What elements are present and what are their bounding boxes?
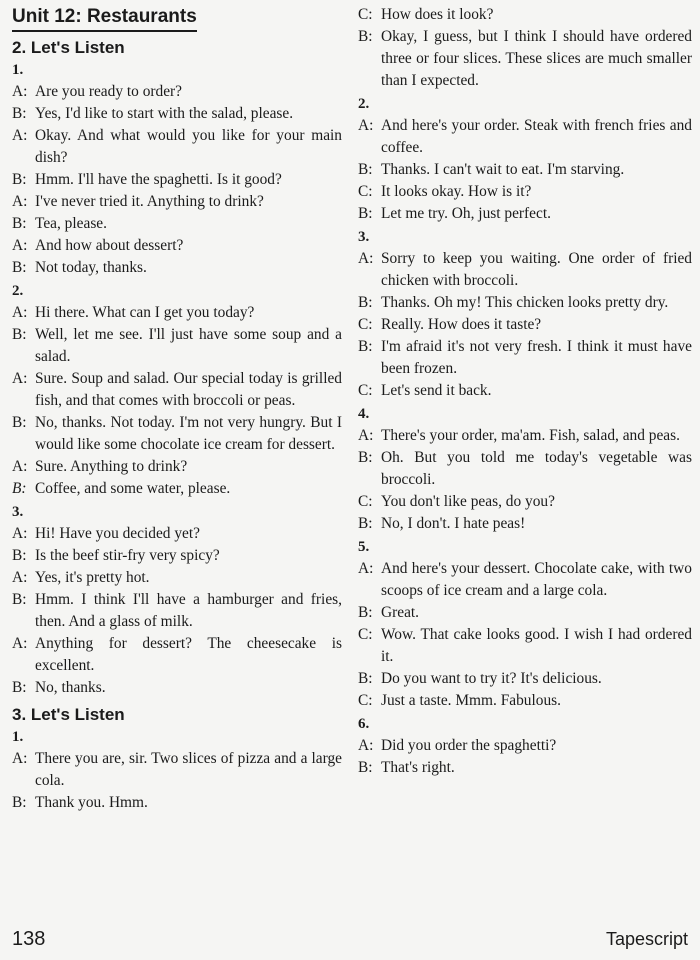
speaker-label: A: — [12, 750, 28, 767]
dialogue-line — [12, 324, 342, 368]
line-text: Yes, it's pretty hot. — [35, 569, 150, 586]
dialogue-line — [12, 368, 342, 412]
line-text: Wow. That cake looks good. I wish I had ordered it. — [381, 626, 692, 665]
speaker-label: B: — [12, 679, 27, 696]
line-text: Okay, I guess, but I think I should have ordered three or four slices. These slices are much smaller than I expected. — [381, 28, 692, 89]
dialogue — [358, 714, 692, 779]
dialogue-line — [358, 757, 692, 779]
speaker-label: A: — [12, 127, 28, 144]
line-text: How does it look? — [381, 6, 494, 23]
line-text: Sure. Soup and salad. Our special today is grilled fish, and that comes with broccoli or peas. — [35, 370, 342, 409]
dialogue-line — [12, 456, 342, 478]
speaker-label: B: — [358, 205, 373, 222]
line-text: No, thanks. Not today. I'm not very hungry. But I would like some chocolate ice cream for dessert. — [35, 414, 342, 453]
speaker-label: B: — [12, 171, 27, 188]
line-text: Hi there. What can I get you today? — [35, 304, 255, 321]
dialogue-line — [358, 491, 692, 513]
dialogue — [358, 404, 692, 535]
line-text: Just a taste. Mmm. Fabulous. — [381, 692, 561, 709]
line-text: Is the beef stir-fry very spicy? — [35, 547, 220, 564]
line-text: Okay. And what would you like for your main dish? — [35, 127, 342, 166]
speaker-label: C: — [358, 382, 373, 399]
line-text: Well, let me see. I'll just have some soup and a salad. — [35, 326, 342, 365]
dialogue-line — [358, 26, 692, 92]
line-text: Hi! Have you decided yet? — [35, 525, 200, 542]
line-text: Thanks. Oh my! This chicken looks pretty dry. — [381, 294, 669, 311]
dialogue-line — [12, 257, 342, 279]
speaker-label: A: — [12, 458, 28, 475]
dialogue-line — [12, 748, 342, 792]
dialogue-line — [358, 735, 692, 757]
speaker-label: B: — [358, 28, 373, 45]
dialogue — [358, 94, 692, 225]
dialogue — [358, 537, 692, 712]
speaker-label: B: — [12, 259, 27, 276]
dialogue-line — [358, 314, 692, 336]
speaker-label: A: — [12, 237, 28, 254]
line-text: Did you order the spaghetti? — [381, 737, 557, 754]
speaker-label: A: — [358, 560, 374, 577]
line-text: Thanks. I can't wait to eat. I'm starving. — [381, 161, 625, 178]
dialogue-line — [12, 677, 342, 699]
speaker-label: C: — [358, 6, 373, 23]
dialogue-line — [12, 125, 342, 169]
dialogue-line — [12, 412, 342, 456]
speaker-label: A: — [358, 427, 374, 444]
line-text: Tea, please. — [35, 215, 107, 232]
speaker-label: A: — [12, 370, 28, 387]
dialogue-line — [358, 181, 692, 203]
dialogue-line — [358, 668, 692, 690]
dialogue-line — [12, 191, 342, 213]
dialogue-number: 5. — [358, 539, 370, 555]
speaker-label: B: — [12, 326, 27, 343]
dialogue-line — [12, 478, 342, 500]
right-column — [358, 4, 692, 779]
dialogue-line — [358, 203, 692, 225]
speaker-label: A: — [12, 569, 28, 586]
dialogue-line — [12, 213, 342, 235]
line-text: There's your order, ma'am. Fish, salad, and peas. — [381, 427, 680, 444]
speaker-label: A: — [12, 304, 28, 321]
line-text: There you are, sir. Two slices of pizza and a large cola. — [35, 750, 342, 789]
speaker-label: B: — [12, 547, 27, 564]
dialogue-line — [358, 558, 692, 602]
line-text: And here's your dessert. Chocolate cake, with two scoops of ice cream and a large cola. — [381, 560, 692, 599]
line-text: No, thanks. — [35, 679, 106, 696]
dialogue — [12, 60, 342, 279]
dialogue-line — [358, 447, 692, 491]
section-3-dialogues — [12, 727, 342, 814]
line-text: Really. How does it taste? — [381, 316, 542, 333]
dialogue-line — [358, 624, 692, 668]
dialogue-line — [12, 81, 342, 103]
speaker-label: A: — [358, 737, 374, 754]
dialogue-line — [12, 633, 342, 677]
dialogue-line — [12, 792, 342, 814]
speaker-label: B: — [12, 414, 27, 431]
line-text: Oh. But you told me today's vegetable was broccoli. — [381, 449, 692, 488]
dialogue-line — [358, 292, 692, 314]
line-text: Not today, thanks. — [35, 259, 147, 276]
speaker-label: A: — [358, 117, 374, 134]
line-text: Let me try. Oh, just perfect. — [381, 205, 551, 222]
line-text: And here's your order. Steak with french fries and coffee. — [381, 117, 692, 156]
dialogue-line — [12, 567, 342, 589]
dialogue-line — [12, 523, 342, 545]
speaker-label: C: — [358, 626, 373, 643]
dialogue-line — [12, 589, 342, 633]
dialogue-number: 3. — [12, 504, 24, 520]
speaker-label: C: — [358, 316, 373, 333]
section-2-dialogues — [12, 60, 342, 699]
speaker-label: A: — [12, 83, 28, 100]
speaker-label: B: — [358, 338, 373, 355]
speaker-label: B: — [12, 591, 27, 608]
dialogue-number: 2. — [358, 96, 370, 112]
dialogue-number: 2. — [12, 283, 24, 299]
line-text: Great. — [381, 604, 420, 621]
dialogue-line — [358, 513, 692, 535]
dialogue-line — [358, 336, 692, 380]
line-text: Coffee, and some water, please. — [35, 480, 231, 497]
dialogue — [358, 227, 692, 402]
dialogue — [12, 727, 342, 814]
line-text: Hmm. I think I'll have a hamburger and fries, then. And a glass of milk. — [35, 591, 342, 630]
dialogue-line — [358, 690, 692, 712]
speaker-label: C: — [358, 493, 373, 510]
dialogue-line — [12, 103, 342, 125]
footer-label: Tapescript — [605, 929, 688, 949]
speaker-label: A: — [12, 635, 28, 652]
dialogue-number: 4. — [358, 406, 370, 422]
speaker-label: B: — [358, 670, 373, 687]
unit-title: Unit 12: Restaurants — [12, 6, 197, 32]
speaker-label: B: — [358, 161, 373, 178]
speaker-label: B: — [12, 105, 27, 122]
section-heading-3: 3. Let's Listen — [12, 705, 125, 724]
speaker-label: B: — [12, 794, 27, 811]
dialogue-line — [12, 169, 342, 191]
dialogue-number: 1. — [12, 62, 24, 78]
dialogue-line — [12, 235, 342, 257]
dialogue-line — [358, 248, 692, 292]
line-text: I've never tried it. Anything to drink? — [35, 193, 264, 210]
line-text: Sure. Anything to drink? — [35, 458, 188, 475]
line-text: Anything for dessert? The cheesecake is excellent. — [35, 635, 342, 674]
dialogue-line — [358, 159, 692, 181]
dialogue-number: 1. — [12, 729, 24, 745]
dialogue-line — [358, 380, 692, 402]
dialogue — [12, 281, 342, 500]
line-text: Are you ready to order? — [35, 83, 183, 100]
section-3-dialogues-continued — [358, 4, 692, 779]
line-text: Sorry to keep you waiting. One order of fried chicken with broccoli. — [381, 250, 692, 289]
left-column — [12, 0, 342, 814]
dialogue-line — [358, 602, 692, 624]
line-text: Let's send it back. — [381, 382, 492, 399]
line-text: Yes, I'd like to start with the salad, please. — [35, 105, 294, 122]
dialogue — [358, 4, 692, 92]
dialogue-line — [358, 115, 692, 159]
line-text: Hmm. I'll have the spaghetti. Is it good? — [35, 171, 282, 188]
dialogue-line — [12, 545, 342, 567]
speaker-label: B: — [12, 480, 27, 497]
speaker-label: B: — [358, 515, 373, 532]
speaker-label: A: — [12, 525, 28, 542]
speaker-label: B: — [358, 759, 373, 776]
dialogue-line — [12, 302, 342, 324]
line-text: It looks okay. How is it? — [381, 183, 532, 200]
speaker-label: C: — [358, 692, 373, 709]
line-text: No, I don't. I hate peas! — [381, 515, 526, 532]
speaker-label: B: — [358, 294, 373, 311]
speaker-label: C: — [358, 183, 373, 200]
dialogue-number: 3. — [358, 229, 370, 245]
dialogue-number: 6. — [358, 716, 370, 732]
line-text: Do you want to try it? It's delicious. — [381, 670, 602, 687]
speaker-label: A: — [12, 193, 28, 210]
line-text: That's right. — [381, 759, 455, 776]
dialogue — [12, 502, 342, 699]
speaker-label: A: — [358, 250, 374, 267]
dialogue-line — [358, 4, 692, 26]
speaker-label: B: — [358, 449, 373, 466]
line-text: Thank you. Hmm. — [35, 794, 148, 811]
line-text: You don't like peas, do you? — [381, 493, 555, 510]
line-text: I'm afraid it's not very fresh. I think it must have been frozen. — [381, 338, 692, 377]
dialogue-line — [358, 425, 692, 447]
section-heading-2: 2. Let's Listen — [12, 38, 125, 57]
speaker-label: B: — [358, 604, 373, 621]
speaker-label: B: — [12, 215, 27, 232]
page-number: 138 — [12, 928, 46, 950]
line-text: And how about dessert? — [35, 237, 184, 254]
